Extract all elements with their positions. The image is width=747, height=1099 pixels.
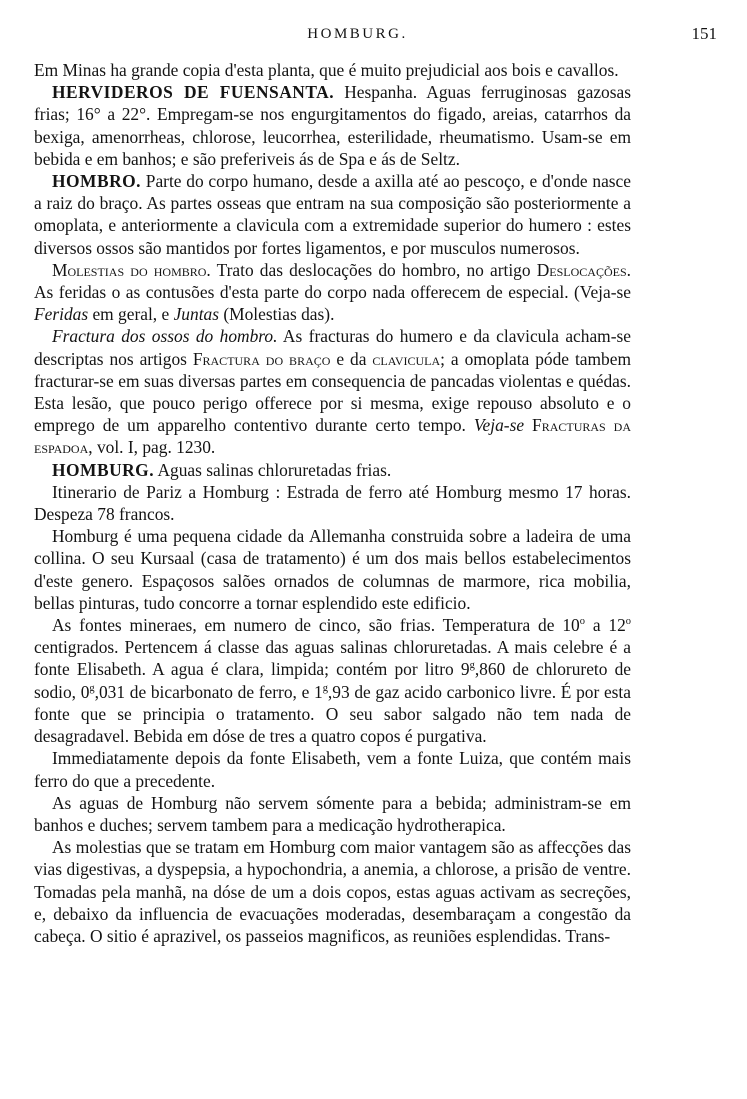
- subheading-fractura: Fractura dos ossos do hombro.: [52, 326, 278, 347]
- body-text: [34, 59, 631, 947]
- paragraph-itinerario: Itinerario de Pariz a Homburg : Estrada de ferro até Homburg mesmo 17 horas. Despeza 78 francos.: [34, 481, 631, 525]
- entry-hervideros: HERVIDEROS DE FUENSANTA. Hespanha. Aguas ferruginosas gazosas frias; 16° a 22°. Empregam-se nos engurgitamentos do figado, areias, catarrhos da bexiga, amenorrheas, chlorose, leucorrhea, esterilidade, rheumatismo. Usam-se em bebida e em banhos; e são preferiveis ás de Spa e ás de Seltz.: [34, 82, 632, 169]
- cross-ref-fractura-braco: Fractura do braço: [192, 348, 331, 369]
- headword-hombro: HOMBRO.: [52, 171, 142, 192]
- headword-homburg: HOMBURG.: [52, 459, 155, 480]
- cross-ref-feridas: Feridas: [34, 304, 89, 325]
- running-title: HOMBURG.: [307, 26, 408, 42]
- paragraph-banhos: As aguas de Homburg não servem sómente para a bebida; administram-se em banhos e duches; servem tambem para a medicação hydrotherapica.: [34, 792, 631, 835]
- paragraph-molestias-tratadas: As molestias que se tratam em Homburg com maior vantagem são as affecções das vias digestivas, a dyspepsia, a hypochondria, a anemia, a chlorose, a prisão de ventre. Tomadas pela manhã, na dóse de um a dois copos, estas aguas activam as secreções, e, debaixo da influencia de evacuações moderadas, desembaraçam a congestão da cabeça. O sitio é aprazivel, os passeios magnificos, as reuniões esplendidas. Trans-: [34, 837, 631, 946]
- subsection-fractura: Fractura dos ossos do hombro. As fracturas do humero e da clavicula acham-se descriptas nos artigos Fractura do braço e da clavicula; a omoplata póde tambem fracturar-se em suas diversas partes em consequencia de pancadas violentas e quédas. Esta lesão, que pouco perigo offerece por si mesma, exige repouso absoluto e o emprego de um apparelho contentivo durante certo tempo. Veja-se Fracturas da espadoa, vol. I, pag. 1230.: [34, 326, 631, 458]
- entry-homburg: HOMBURG. Aguas salinas chloruretadas frias.: [52, 459, 392, 480]
- paragraph-1: Em Minas ha grande copia d'esta planta, que é muito prejudicial aos bois e cavallos.: [34, 60, 619, 80]
- subheading-molestias: Molestias do hombro.: [52, 259, 211, 280]
- headword-hervideros: HERVIDEROS DE FUENSANTA.: [52, 82, 335, 103]
- paragraph-fontes: As fontes mineraes, em numero de cinco, são frias. Temperatura de 10$^o$ a 12$^o$ centigrados. Pertencem á classe das aguas salinas chloruretadas. A mais celebre é a fonte Elisabeth. A agua é clara, limpida; contém por litro 9$^g$,860 de chlorureto de sodio, 0$^g$,031 de bicarbonato de ferro, e 1$^g$,93 de gaz acido carbonico livre. É por esta fonte que se principia o tratamento. O seu sabor salgado não tem nada de desagradavel. Bebida em dóse de tres a quatro copos é purgativa.: [34, 615, 632, 747]
- entry-hombro: HOMBRO. Parte do corpo humano, desde a axilla até ao pescoço, e d'onde nasce a raiz do braço. As partes osseas que entram na sua composição são posteriormente a omoplata, e anteriormente a clavicula com a extremidade superior do humero : estes diversos ossos são mantidos por fortes ligamentos, e por musculos numerosos.: [34, 171, 631, 258]
- paragraph-luiza: Immediatamente depois da fonte Elisabeth, vem a fonte Luiza, que contém mais ferro do que a precedente.: [34, 748, 631, 791]
- cross-ref-clavicula: clavicula: [372, 348, 441, 369]
- cross-ref-juntas: Juntas: [173, 304, 219, 325]
- subsection-molestias: Molestias do hombro. Trato das deslocações do hombro, no artigo Deslocações. As feridas o as contusões d'esta parte do corpo nada offerecem de especial. (Veja-se Feridas em geral, e Juntas (Molestias das).: [34, 259, 631, 325]
- running-header: [34, 24, 717, 52]
- cross-ref-fracturas-espadoa: Fracturas da espadoa: [34, 415, 631, 458]
- cross-ref-deslocacoes: Deslocações.: [536, 259, 631, 280]
- paragraph-cidade: Homburg é uma pequena cidade da Allemanha construida sobre a ladeira de uma collina. O seu Kursaal (casa de tratamento) é um dos mais bellos estabelecimentos d'este genero. Espaçosos salões ornados de columnas de marmore, rica mobilia, bellas pinturas, tudo concorre a tornar esplendido este edificio.: [34, 526, 631, 613]
- page-number: 151: [691, 24, 717, 43]
